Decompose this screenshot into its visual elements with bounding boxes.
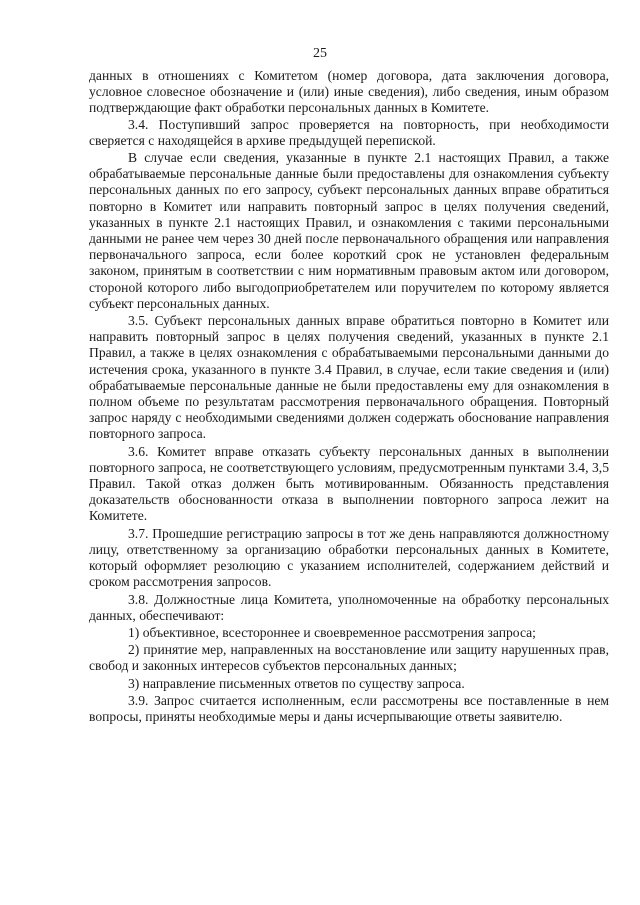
document-body: [89, 68, 609, 725]
page-number: 25: [313, 46, 327, 61]
list-item-1: 1) объективное, всестороннее и своевременное рассмотрения запроса;: [128, 624, 536, 640]
list-item-2: 2) принятие мер, направленных на восстановление или защиту нарушенных прав, свобод и законных интересов субъектов персональных данных;: [89, 642, 609, 674]
paragraph-3-7: 3.7. Прошедшие регистрацию запросы в тот же день направляются должностному лицу, ответственному за организацию обработки персональных данных в Комитете, который оформляет резолюцию с указанием исполнителей, содержанием действий и сроком рассмотрения запросов.: [89, 525, 609, 590]
paragraph-3-6: 3.6. Комитет вправе отказать субъекту персональных данных в выполнении повторного запроса, не соответствующего условиям, предусмотренным пунктами 3.4, 3,5 Правил. Такой отказ должен быть мотивированным. Обязанность представления доказательств обоснованности отказа в выполнении повторного запроса лежит на Комитете.: [89, 443, 609, 524]
paragraph-3-9: 3.9. Запрос считается исполненным, если рассмотрены все поставленные в нем вопросы, приняты необходимые меры и даны исчерпывающие ответы заявителю.: [89, 692, 609, 724]
paragraph-3-8: 3.8. Должностные лица Комитета, уполномоченные на обработку персональных данных, обеспечивают:: [89, 591, 609, 623]
paragraph-repeat-request-conditions: В случае если сведения, указанные в пункте 2.1 настоящих Правил, а также обрабатываемые персональные данные были предоставлены для ознакомления субъекту персональных данных по его запросу, субъект персональных данных вправе обратиться повторно в Комитет или направить повторный запрос в целях получения сведений, указанных в пункте 2.1 настоящих Правил, и ознакомления с такими персональными данными не ранее чем через 30 дней после первоначального обращения или направления первоначального запроса, если более короткий срок не установлен федеральным законом, принятым в соответствии с ним нормативным правовым актом или договором, стороной которого либо выгодоприобретателем или поручителем по которому является субъект персональных данных.: [89, 150, 609, 311]
paragraph-3-5: 3.5. Субъект персональных данных вправе обратиться повторно в Комитет или направить повторный запрос в целях получения сведений, указанных в пункте 2.1 Правил, а также в целях ознакомления с обрабатываемыми персональными данными до истечения срока, указанного в пункте 3.4 Правил, в случае, если такие сведения и (или) обрабатываемые персональные данные не были предоставлены ему для ознакомления в полном объеме по результатам рассмотрения первоначального обращения. Повторный запрос наряду с необходимыми сведениями должен содержать обоснование направления повторного запроса.: [89, 313, 609, 442]
paragraph-3-4: 3.4. Поступивший запрос проверяется на повторность, при необходимости сверяется с находящейся в архиве предыдущей перепиской.: [89, 116, 609, 148]
list-item-3: 3) направление письменных ответов по существу запроса.: [128, 675, 465, 691]
paragraph-continuation: данных в отношениях с Комитетом (номер договора, дата заключения договора, условное словесное обозначение и (или) иные сведения), либо сведения, иным образом подтверждающие факт обработки персональных данных в Комитете.: [89, 68, 609, 116]
